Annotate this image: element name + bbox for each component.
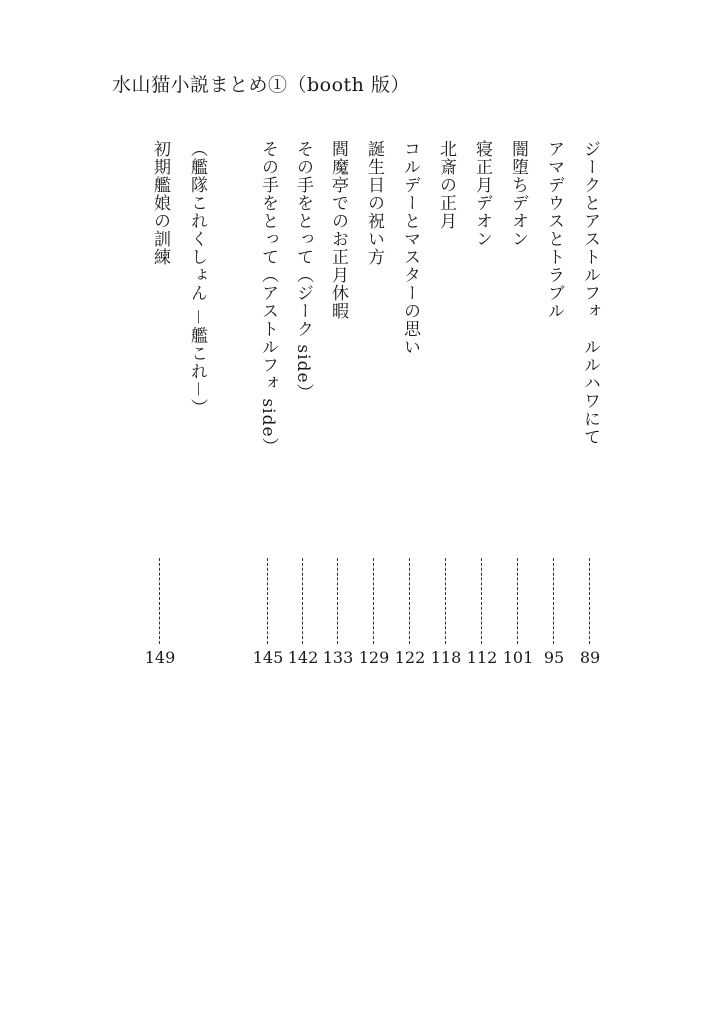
page-title: 水山猫小説まとめ①（booth 版） — [112, 74, 410, 96]
toc-leader — [267, 558, 268, 644]
toc-entry-title: 北斎の正月 — [436, 140, 456, 230]
toc-section-title: （艦隊これくしょん －艦これ－） — [187, 140, 207, 417]
toc-entry-title: コルデーとマスターの思い — [400, 140, 420, 356]
toc-entry-title: 誕生日の祝い方 — [364, 140, 384, 266]
toc-entry-title: 閻魔亭でのお正月休暇 — [328, 140, 348, 320]
toc-leader — [302, 558, 303, 644]
toc-leader — [159, 558, 160, 644]
toc-entry-page: 112 — [466, 648, 498, 667]
toc-entry-page: 118 — [430, 648, 462, 667]
toc-entry-page: 101 — [502, 648, 534, 667]
toc-leader — [409, 558, 410, 644]
toc-leader — [517, 558, 518, 644]
toc-entry-title: 闇堕ちデオン — [508, 140, 528, 248]
toc-entry-page: 95 — [543, 648, 565, 667]
toc-leader — [337, 558, 338, 644]
toc-leader — [589, 558, 590, 644]
toc-entry-title: その手をとって（アストルフォ side） — [258, 140, 278, 456]
toc-entry-title: その手をとって（ジーク side） — [293, 140, 313, 402]
toc-entry-page: 145 — [252, 648, 284, 667]
toc-entry-title: アマデウスとトラブル — [544, 140, 564, 320]
toc-entry-title: 寝正月デオン — [472, 140, 492, 248]
toc-leader — [553, 558, 554, 644]
toc-entry-page: 122 — [394, 648, 426, 667]
toc-entry-page: 89 — [579, 648, 601, 667]
toc-leader — [373, 558, 374, 644]
toc-leader — [481, 558, 482, 644]
toc-entry-page: 133 — [322, 648, 354, 667]
toc-leader — [445, 558, 446, 644]
toc-entry-title: ジークとアストルフォ ルルハワにて — [580, 140, 600, 446]
toc-entry-page: 149 — [144, 648, 176, 667]
toc-entry-title: 初期艦娘の訓練 — [150, 140, 170, 266]
toc-entry-page: 129 — [358, 648, 390, 667]
toc-entry-page: 142 — [287, 648, 319, 667]
